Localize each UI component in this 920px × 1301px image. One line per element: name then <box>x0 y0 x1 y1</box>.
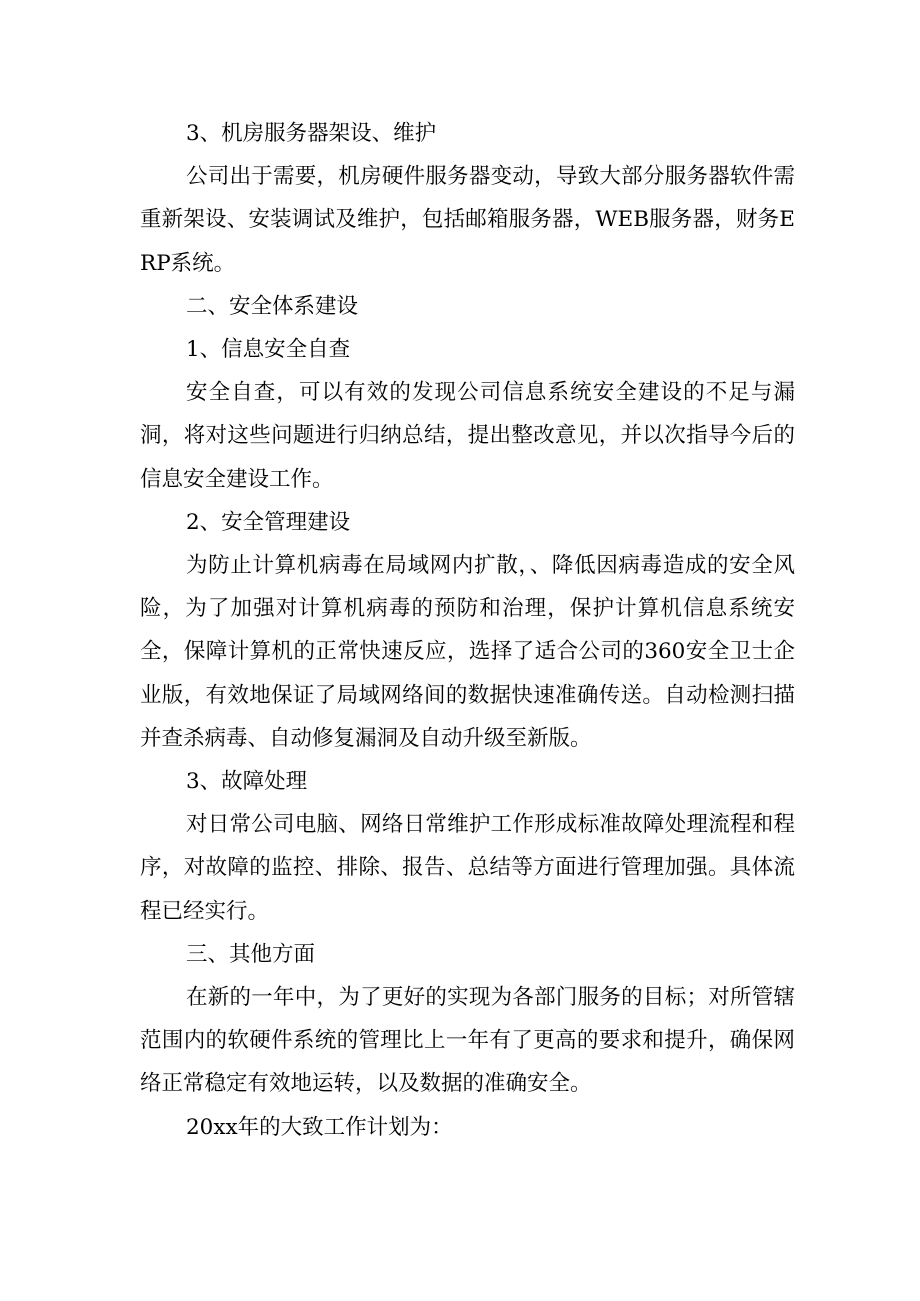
paragraph-other-aspects: 在新的一年中，为了更好的实现为各部门服务的目标；对所管辖范围内的软硬件系统的管理比上一年有了更高的要求和提升，确保网络正常稳定有效地运转，以及数据的准确安全。 <box>140 985 795 1097</box>
document-body <box>140 112 795 1149</box>
section-heading-security-system: 二、安全体系建设 <box>186 293 359 319</box>
section-heading-self-check: 1、信息安全自查 <box>186 337 351 363</box>
paragraph-security-management: 为防止计算机病毒在局域网内扩散，、降低因病毒造成的安全风险，为了加强对计算机病毒的预防和治理，保护计算机信息系统安全，保障计算机的正常快速反应，选择了适合公司的360安全卫士企业版，有效地保证了局域网络间的数据快速准确传送。自动检测扫描并查杀病毒、自动修复漏洞及自动升级至新版。 <box>140 553 795 751</box>
section-heading-security-management: 2、安全管理建设 <box>186 509 351 535</box>
section-heading-fault-handling: 3、故障处理 <box>186 769 308 795</box>
paragraph-server-maintenance: 公司出于需要，机房硬件服务器变动，导致大部分服务器软件需重新架设、安装调试及维护，包括邮箱服务器，WEB服务器，财务ERP系统。 <box>140 164 795 276</box>
section-heading-server-maintenance: 3、机房服务器架设、维护 <box>186 121 437 146</box>
paragraph-self-check: 安全自查，可以有效的发现公司信息系统安全建设的不足与漏洞，将对这些问题进行归纳总结，提出整改意见，并以次指导今后的信息安全建设工作。 <box>140 380 795 492</box>
section-heading-other-aspects: 三、其他方面 <box>186 941 316 967</box>
section-heading-work-plan: 20xx年的大致工作计划为： <box>186 1114 453 1140</box>
paragraph-fault-handling: 对日常公司电脑、网络日常维护工作形成标准故障处理流程和程序，对故障的监控、排除、报告、总结等方面进行管理加强。具体流程已经实行。 <box>140 812 795 924</box>
